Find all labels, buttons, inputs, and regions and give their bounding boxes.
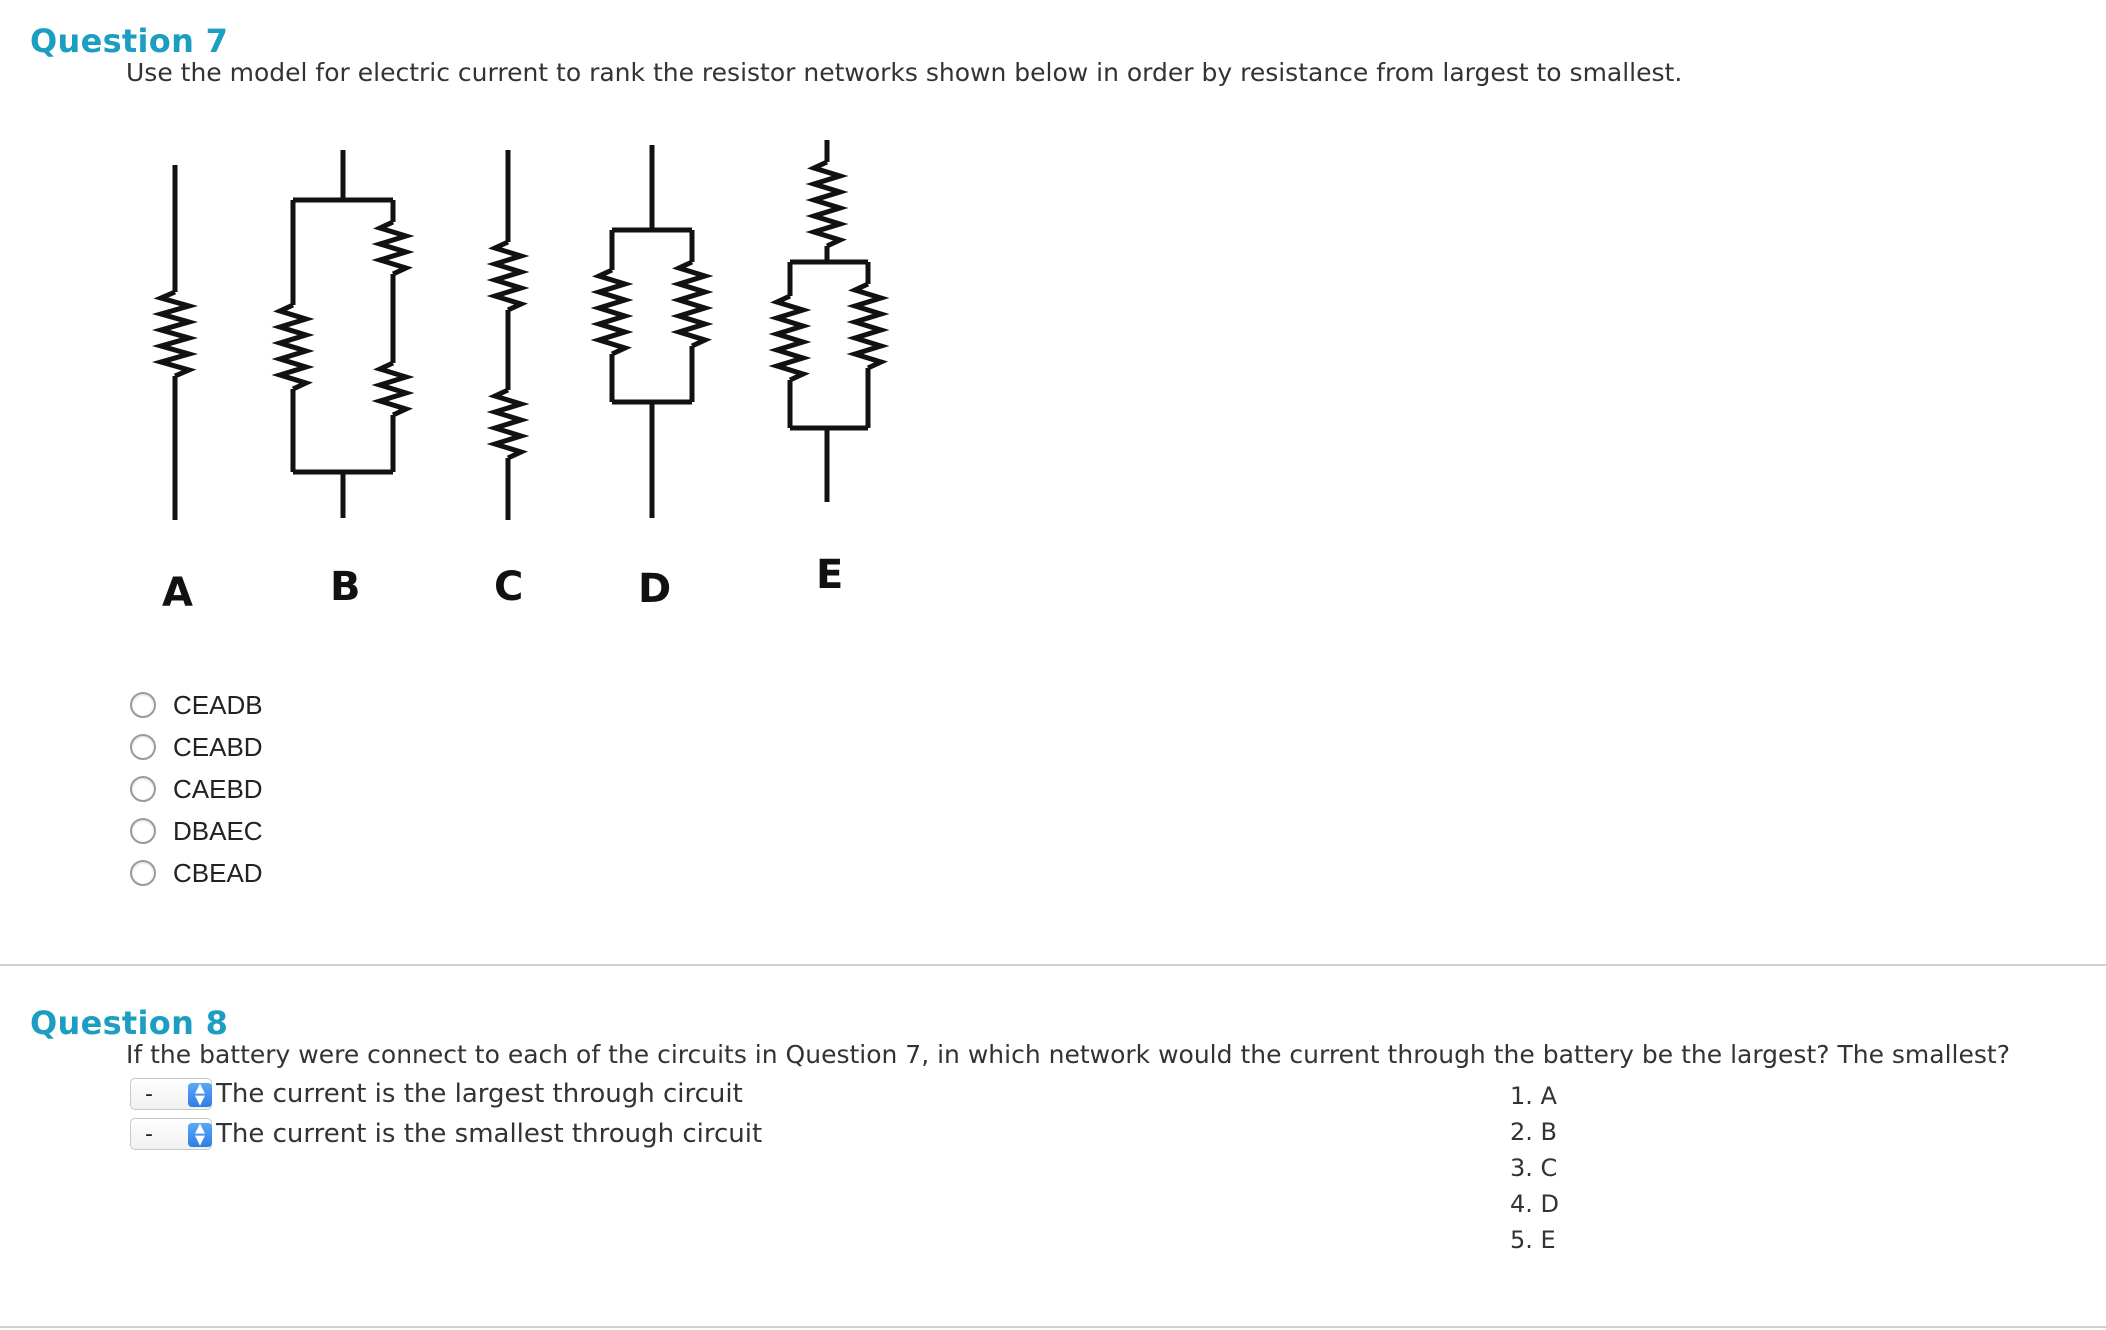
network-c-circuit [495,150,521,520]
radio-button[interactable] [130,818,156,844]
largest-current-label: The current is the largest through circuit [216,1079,743,1109]
section-divider [0,964,2106,966]
option-row[interactable] [130,812,263,850]
network-label-b: B [330,564,361,610]
select-value: - [145,1121,153,1147]
select-value: - [145,1081,153,1107]
option-label: DBAEC [173,815,263,846]
network-a-circuit [161,165,189,520]
largest-current-select[interactable] [130,1078,212,1110]
network-label-a: A [162,570,193,616]
radio-button[interactable] [130,692,156,718]
radio-button[interactable] [130,860,156,886]
network-e-circuit [777,140,881,502]
answer-choice: 2. B [1510,1118,1557,1146]
question-8-title: Question 8 [30,1004,229,1042]
network-label-d: D [638,566,672,612]
answer-choices-list [1510,1078,1559,1258]
answer-choice: 4. D [1510,1190,1560,1218]
answer-choice: 5. E [1510,1226,1556,1254]
option-row[interactable] [130,770,263,808]
option-label: CEADB [173,689,263,720]
largest-current-row [130,1076,743,1112]
question-8-prompt: If the battery were connect to each of the circuits in Question 7, in which network would the current through the battery be the largest? The smallest? [126,1040,2010,1069]
smallest-current-label: The current is the smallest through circuit [216,1119,763,1149]
option-label: CEABD [173,731,263,762]
option-row[interactable] [130,686,263,724]
bottom-divider [0,1326,2106,1328]
radio-button[interactable] [130,776,156,802]
network-b-circuit [280,150,406,518]
question-7-title: Question 7 [30,22,229,60]
smallest-current-row [130,1116,762,1152]
answer-choice: 1. A [1510,1082,1557,1110]
answer-choice: 3. C [1510,1154,1558,1182]
network-d-circuit [599,145,705,518]
option-row[interactable] [130,728,263,766]
select-arrows-icon: ▲ ▼ [188,1083,212,1107]
option-label: CAEBD [173,773,263,804]
option-row[interactable] [130,854,263,892]
radio-button[interactable] [130,734,156,760]
smallest-current-select[interactable] [130,1118,212,1150]
select-arrows-icon: ▲ ▼ [188,1123,212,1147]
network-label-c: C [494,564,524,610]
network-label-e: E [816,552,844,598]
question-7-prompt: Use the model for electric current to rank the resistor networks shown below in order by resistance from largest to smallest. [126,58,1683,87]
option-label: CBEAD [173,857,263,888]
